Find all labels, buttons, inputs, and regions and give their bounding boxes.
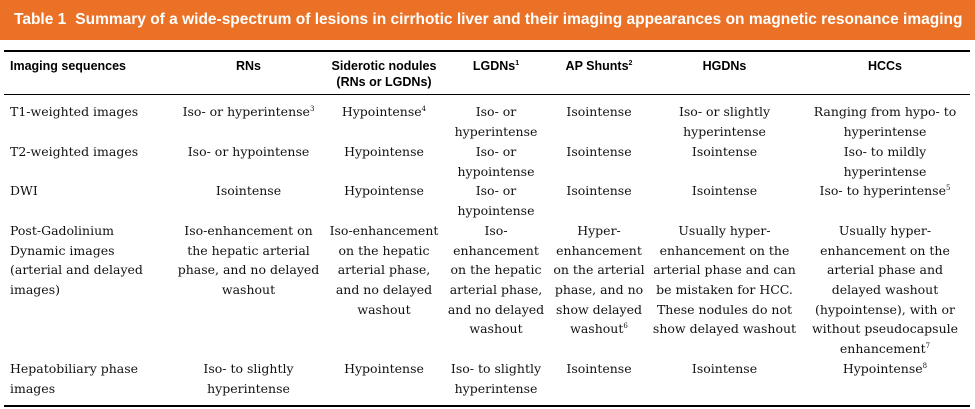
cell: Iso- or hypointense	[457, 144, 535, 179]
cell: Iso- or hypointense	[457, 183, 535, 218]
header-ap-shunts: AP Shunts$^2$	[565, 59, 633, 73]
cell: Isointense	[215, 183, 282, 199]
cell: Isointense	[691, 361, 758, 377]
table-header-row	[4, 58, 970, 94]
lesions-table	[4, 58, 970, 399]
header-hccs: HCCs	[867, 59, 903, 73]
cell: Iso- or hyperintense	[454, 104, 538, 139]
cell: Isointense	[691, 144, 758, 159]
header-lgdns: LGDNs$^1$	[472, 59, 520, 73]
table-row	[4, 102, 970, 142]
header-hgdns: HGDNs	[702, 59, 747, 73]
cell: Usually hyper-enhancement on the arterial phase and can be mistaken for HCC. These nodules do not show delayed washout	[652, 223, 797, 337]
table-row	[4, 181, 970, 221]
cell: Isointense	[566, 183, 632, 199]
cell: Hypointense	[344, 183, 424, 199]
header-siderotic-nodules: Siderotic nodules (RNs or LGDNs)	[331, 59, 437, 89]
row-sequence-cell: T2-weighted images	[10, 144, 139, 159]
cell: Usually hyper-enhancement on the arterial phase and delayed washout (hypointense), with or without pseudocapsule enhancement$^7$	[811, 223, 959, 356]
table-row	[4, 221, 970, 359]
table-row	[4, 359, 970, 399]
header-imaging-sequences: Imaging sequences	[10, 59, 127, 73]
row-sequence-cell: Post-Gadolinium Dynamic images (arterial and delayed images)	[10, 223, 143, 297]
cell: Isointense	[566, 361, 632, 377]
cell: Iso- to mildly hyperintense	[843, 144, 927, 179]
row-sequence-cell: Hepatobiliary phase images	[10, 361, 139, 396]
bottom-rule	[4, 405, 970, 407]
cell: Iso- to slightly hyperintense	[450, 361, 542, 396]
cell: Iso- or hyperintense$^3$	[182, 104, 315, 119]
cell: Hyper-enhancement on the arterial phase, and no show delayed washout$^6$	[553, 223, 645, 337]
cell: Isointense	[566, 144, 632, 159]
cell: Ranging from hypo- to hyperintense	[813, 104, 957, 139]
cell: Hypointense	[344, 144, 424, 159]
table-label: Table 1	[14, 11, 67, 28]
cell: Isointense	[691, 183, 758, 199]
cell: Iso- to slightly hyperintense	[203, 361, 294, 396]
row-sequence-cell: DWI	[10, 183, 38, 199]
cell: Iso- to hyperintense$^5$	[819, 183, 951, 199]
cell: Isointense	[566, 104, 632, 119]
row-sequence-cell: T1-weighted images	[10, 104, 139, 119]
table-row	[4, 142, 970, 181]
cell: Hypointense$^8$	[842, 361, 928, 377]
cell: Iso- or hypointense	[187, 144, 310, 159]
cell: Hypointense	[344, 361, 424, 377]
table-title-bar	[0, 0, 975, 40]
table-title: Summary of a wide-spectrum of lesions in cirrhotic liver and their imaging appearances on magnetic resonance imaging	[75, 11, 963, 28]
cell: Iso-enhancement on the hepatic arterial phase, and no delayed washout	[447, 223, 545, 337]
cell: Iso-enhancement on the hepatic arterial phase, and no delayed washout	[177, 223, 320, 297]
cell: Iso-enhancement on the hepatic arterial phase, and no delayed washout	[329, 223, 439, 317]
top-rule	[4, 50, 970, 52]
header-rns: RNs	[235, 59, 261, 73]
cell: Iso- or slightly hyperintense	[678, 104, 771, 139]
cell: Hypointense$^4$	[341, 104, 427, 119]
